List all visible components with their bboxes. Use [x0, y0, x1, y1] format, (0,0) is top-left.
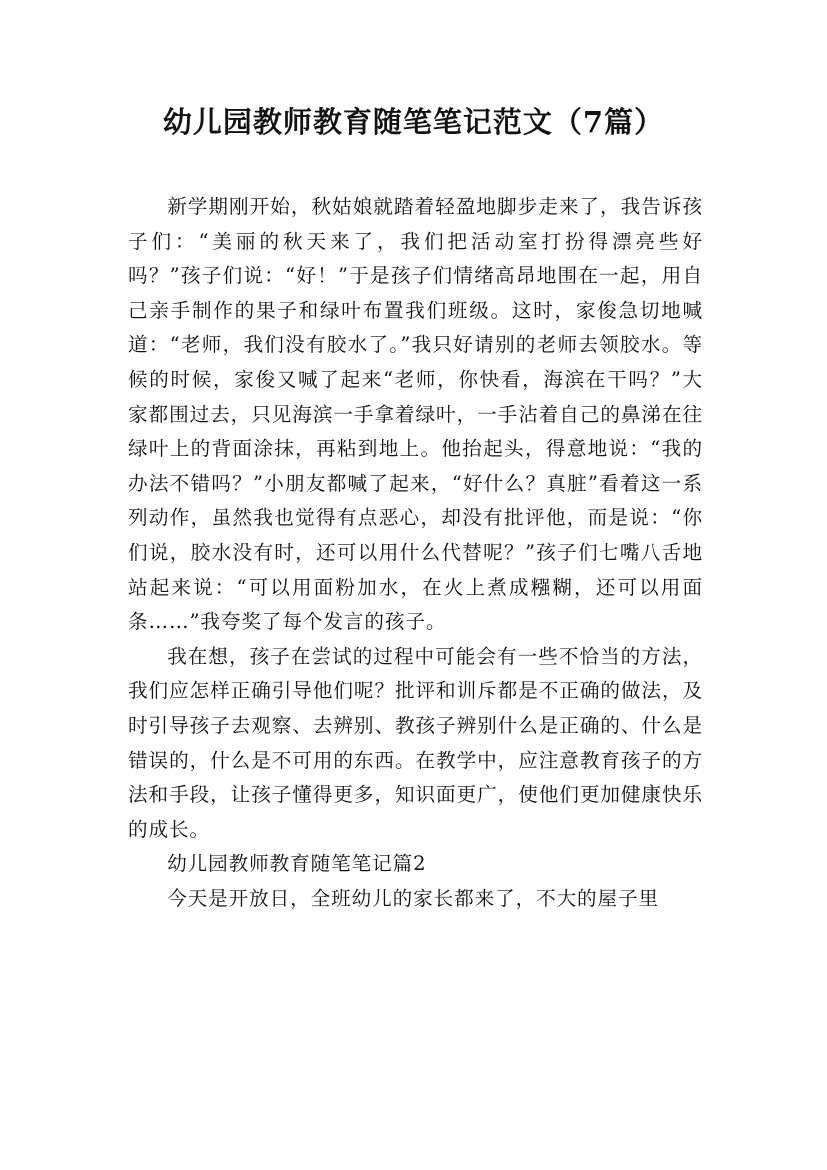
- paragraph-2: 我在想，孩子在尝试的过程中可能会有一些不恰当的方法，我们应怎样正确引导他们呢？批评和训斥都是不正确的做法，及时引导孩子去观察、去辨别、教孩子辨别什么是正确的、什么是错误的，什么是不可用的东西。在教学中，应注意教育孩子的方法和手段，让孩子懂得更多，知识面更广，使他们更加健康快乐的成长。: [128, 644, 703, 841]
- paragraph-1: 新学期刚开始，秋姑娘就踏着轻盈地脚步走来了，我告诉孩子们：“美丽的秋天来了，我们把活动室打扮得漂亮些好吗？”孩子们说：“好！”于是孩子们情绪高昂地围在一起，用自己亲手制作的果子和绿叶布置我们班级。这时，家俊急切地喊道：“老师，我们没有胶水了。”我只好请别的老师去领胶水。等候的时候，家俊又喊了起来“老师，你快看，海滨在干吗？”大家都围过去，只见海滨一手拿着绿叶，一手沾着自己的鼻涕在往绿叶上的背面涂抹，再粘到地上。他抬起头，得意地说：“我的办法不错吗？”小朋友都喊了起来，“好什么？真脏”看着这一系列动作，虽然我也觉得有点恶心，却没有批评他，而是说：“你们说，胶水没有时，还可以用什么代替呢？”孩子们七嘴八舌地站起来说：“可以用面粉加水，在火上煮成糨糊，还可以用面条……”我夸奖了每个发言的孩子。: [128, 195, 703, 634]
- paragraph-3: 今天是开放日，全班幼儿的家长都来了，不大的屋子里: [167, 886, 660, 910]
- document-title: 幼儿园教师教育随笔笔记范文（7篇）: [162, 105, 665, 139]
- section-heading: 幼儿园教师教育随笔笔记篇2: [167, 852, 427, 876]
- document-body: [128, 190, 703, 916]
